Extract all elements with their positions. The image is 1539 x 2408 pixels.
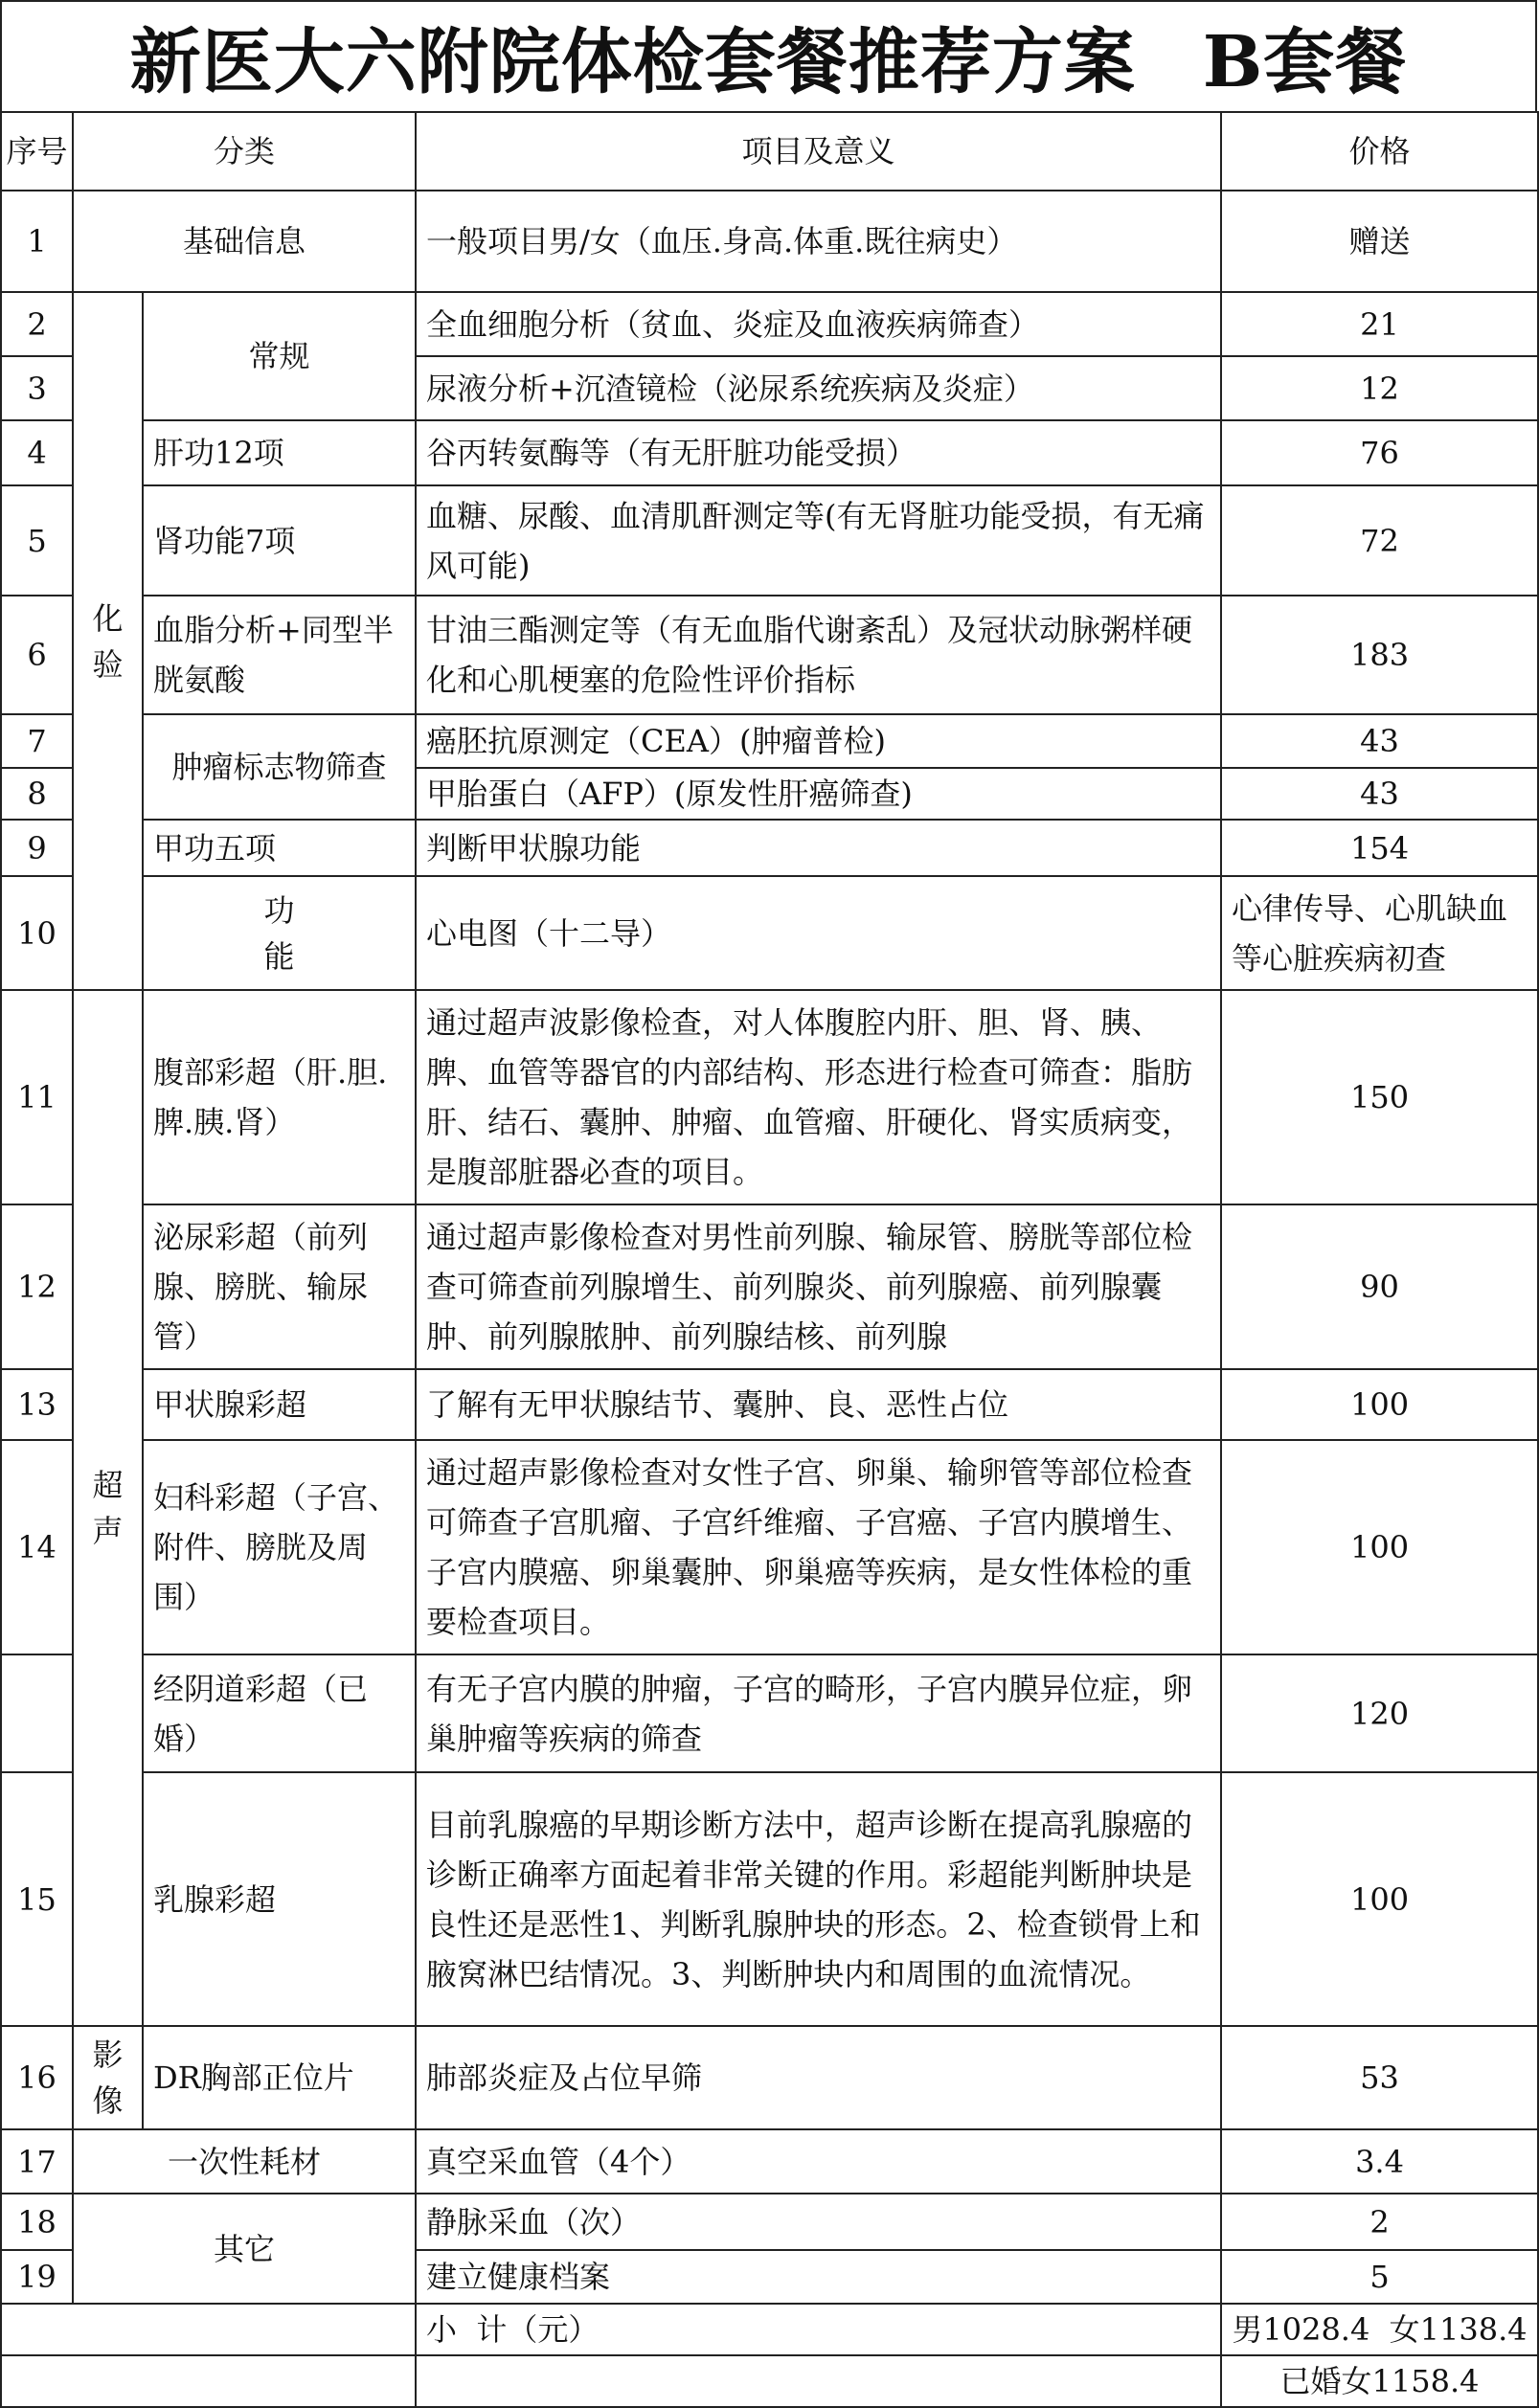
row-category: 妇科彩超（子宫、附件、膀胱及周围） bbox=[143, 1440, 416, 1654]
subtotal-label: 小 计（元） bbox=[416, 2304, 1221, 2355]
row-price: 赠送 bbox=[1221, 191, 1538, 292]
table-row bbox=[1, 292, 1538, 356]
package-name: B套餐 bbox=[1202, 21, 1408, 103]
row-item: 目前乳腺癌的早期诊断方法中，超声诊断在提高乳腺癌的诊断正确率方面起着非常关键的作用。彩超能判断肿块是良性还是恶性1、判断乳腺肿块的形态。2、检查锁骨上和腋窝淋巴结情况。3、判断肿块内和周围的血流情况。 bbox=[416, 1772, 1221, 2026]
table-row bbox=[1, 1654, 1538, 1772]
row-no: 13 bbox=[1, 1369, 73, 1440]
group-imaging bbox=[73, 2026, 143, 2129]
title-text: 新医大六附院体检套餐推荐方案 bbox=[129, 21, 1136, 103]
married-price: 已婚女1158.4 bbox=[1221, 2355, 1538, 2407]
header-row bbox=[1, 112, 1538, 191]
row-price: 100 bbox=[1221, 1440, 1538, 1654]
table-row bbox=[1, 714, 1538, 768]
row-no: 14 bbox=[1, 1440, 73, 1654]
row-item: 建立健康档案 bbox=[416, 2250, 1221, 2304]
row-price: 76 bbox=[1221, 420, 1538, 485]
group-function-label: 功能 bbox=[263, 891, 295, 975]
row-no: 2 bbox=[1, 292, 73, 356]
row-price: 150 bbox=[1221, 990, 1538, 1204]
row-item: 通过超声影像检查对女性子宫、卵巢、输卵管等部位检查可筛查子宫肌瘤、子宫纤维瘤、子宫癌、子宫内膜增生、子宫内膜癌、卵巢囊肿、卵巢癌等疾病，是女性体检的重要检查项目。 bbox=[416, 1440, 1221, 1654]
table-row bbox=[1, 1369, 1538, 1440]
row-category: 乳腺彩超 bbox=[143, 1772, 416, 2026]
row-item: 全血细胞分析（贫血、炎症及血液疾病筛查） bbox=[416, 292, 1221, 356]
table-row bbox=[1, 1204, 1538, 1369]
row-price: 2 bbox=[1221, 2194, 1538, 2250]
header-category: 分类 bbox=[73, 112, 416, 191]
table-row bbox=[1, 420, 1538, 485]
group-function bbox=[143, 876, 416, 990]
row-no: 5 bbox=[1, 485, 73, 596]
group-lab bbox=[73, 292, 143, 990]
row-price: 53 bbox=[1221, 2026, 1538, 2129]
table-row bbox=[1, 485, 1538, 596]
row-item: 判断甲状腺功能 bbox=[416, 820, 1221, 876]
row-price: 100 bbox=[1221, 1369, 1538, 1440]
row-price: 5 bbox=[1221, 2250, 1538, 2304]
row-category: 泌尿彩超（前列腺、膀胱、输尿管） bbox=[143, 1204, 416, 1369]
table-row bbox=[1, 596, 1538, 714]
row-category: 血脂分析+同型半胱氨酸 bbox=[143, 596, 416, 714]
table-row bbox=[1, 2129, 1538, 2194]
group-ultrasound bbox=[73, 990, 143, 2026]
table-row bbox=[1, 1772, 1538, 2026]
row-no: 18 bbox=[1, 2194, 73, 2250]
header-item: 项目及意义 bbox=[416, 112, 1221, 191]
row-category: 基础信息 bbox=[73, 191, 416, 292]
row-price: 90 bbox=[1221, 1204, 1538, 1369]
row-no: 1 bbox=[1, 191, 73, 292]
group-imaging-label: 影像 bbox=[92, 2037, 124, 2119]
row-no: 4 bbox=[1, 420, 73, 485]
row-no: 15 bbox=[1, 1772, 73, 2026]
subtotal-row bbox=[1, 2304, 1538, 2355]
group-lab-label: 化验 bbox=[92, 599, 124, 683]
row-category: 常规 bbox=[143, 292, 416, 420]
table-row bbox=[1, 2026, 1538, 2129]
row-no: 9 bbox=[1, 820, 73, 876]
row-category: 腹部彩超（肝.胆.脾.胰.肾） bbox=[143, 990, 416, 1204]
row-category: 甲功五项 bbox=[143, 820, 416, 876]
table-row bbox=[1, 2194, 1538, 2250]
package-table bbox=[0, 111, 1539, 2408]
row-item: 谷丙转氨酶等（有无肝脏功能受损） bbox=[416, 420, 1221, 485]
row-price: 43 bbox=[1221, 768, 1538, 820]
row-item: 肺部炎症及占位早筛 bbox=[416, 2026, 1221, 2129]
row-category: 肝功12项 bbox=[143, 420, 416, 485]
row-no: 7 bbox=[1, 714, 73, 768]
row-price: 154 bbox=[1221, 820, 1538, 876]
row-price: 100 bbox=[1221, 1772, 1538, 2026]
row-price: 183 bbox=[1221, 596, 1538, 714]
row-price: 3.4 bbox=[1221, 2129, 1538, 2194]
row-no: 10 bbox=[1, 876, 73, 990]
row-category: DR胸部正位片 bbox=[143, 2026, 416, 2129]
row-no: 17 bbox=[1, 2129, 73, 2194]
row-item: 尿液分析+沉渣镜检（泌尿系统疾病及炎症） bbox=[416, 356, 1221, 420]
married-blank bbox=[1, 2355, 416, 2407]
table-row bbox=[1, 1440, 1538, 1654]
table-row bbox=[1, 820, 1538, 876]
row-price: 43 bbox=[1221, 714, 1538, 768]
married-item-blank bbox=[416, 2355, 1221, 2407]
row-item: 一般项目男/女（血压.身高.体重.既往病史） bbox=[416, 191, 1221, 292]
row-no: 19 bbox=[1, 2250, 73, 2304]
row-item: 甲胎蛋白（AFP）(原发性肝癌筛查) bbox=[416, 768, 1221, 820]
row-item: 血糖、尿酸、血清肌酐测定等(有无肾脏功能受损，有无痛风可能) bbox=[416, 485, 1221, 596]
table-row bbox=[1, 876, 1538, 990]
row-item: 通过超声波影像检查，对人体腹腔内肝、胆、肾、胰、脾、血管等器官的内部结构、形态进行检查可筛查：脂肪肝、结石、囊肿、肿瘤、血管瘤、肝硬化、肾实质病变，是腹部脏器必查的项目。 bbox=[416, 990, 1221, 1204]
page-title bbox=[0, 0, 1537, 113]
row-no: 12 bbox=[1, 1204, 73, 1369]
row-no: 6 bbox=[1, 596, 73, 714]
row-category: 肾功能7项 bbox=[143, 485, 416, 596]
row-category: 心电图（十二导） bbox=[416, 876, 1221, 990]
row-item: 甘油三酯测定等（有无血脂代谢紊乱）及冠状动脉粥样硬化和心肌梗塞的危险性评价指标 bbox=[416, 596, 1221, 714]
row-item: 有无子宫内膜的肿瘤，子宫的畸形，子宫内膜异位症，卵巢肿瘤等疾病的筛查 bbox=[416, 1654, 1221, 1772]
subtotal-blank bbox=[1, 2304, 416, 2355]
row-no: 3 bbox=[1, 356, 73, 420]
table-row bbox=[1, 990, 1538, 1204]
row-item: 心律传导、心肌缺血等心脏疾病初查 bbox=[1221, 876, 1538, 990]
row-item: 通过超声影像检查对男性前列腺、输尿管、膀胱等部位检查可筛查前列腺增生、前列腺炎、前列腺癌、前列腺囊肿、前列腺脓肿、前列腺结核、前列腺 bbox=[416, 1204, 1221, 1369]
row-item: 真空采血管（4个） bbox=[416, 2129, 1221, 2194]
row-item: 了解有无甲状腺结节、囊肿、良、恶性占位 bbox=[416, 1369, 1221, 1440]
row-no: 8 bbox=[1, 768, 73, 820]
row-no bbox=[1, 1654, 73, 1772]
row-category: 甲状腺彩超 bbox=[143, 1369, 416, 1440]
row-no: 11 bbox=[1, 990, 73, 1204]
row-category: 肿瘤标志物筛查 bbox=[143, 714, 416, 820]
subtotal-price: 男1028.4 女1138.4 bbox=[1221, 2304, 1538, 2355]
row-no: 16 bbox=[1, 2026, 73, 2129]
row-price: 72 bbox=[1221, 485, 1538, 596]
group-ultrasound-label: 超声 bbox=[92, 1467, 124, 1549]
row-price: 21 bbox=[1221, 292, 1538, 356]
header-no: 序号 bbox=[1, 112, 73, 191]
row-category: 经阴道彩超（已婚） bbox=[143, 1654, 416, 1772]
row-item: 癌胚抗原测定（CEA）(肿瘤普检) bbox=[416, 714, 1221, 768]
header-price: 价格 bbox=[1221, 112, 1538, 191]
row-price: 120 bbox=[1221, 1654, 1538, 1772]
row-category: 一次性耗材 bbox=[73, 2129, 416, 2194]
married-row bbox=[1, 2355, 1538, 2407]
row-price: 12 bbox=[1221, 356, 1538, 420]
row-item: 静脉采血（次） bbox=[416, 2194, 1221, 2250]
table-row bbox=[1, 191, 1538, 292]
row-category: 其它 bbox=[73, 2194, 416, 2304]
